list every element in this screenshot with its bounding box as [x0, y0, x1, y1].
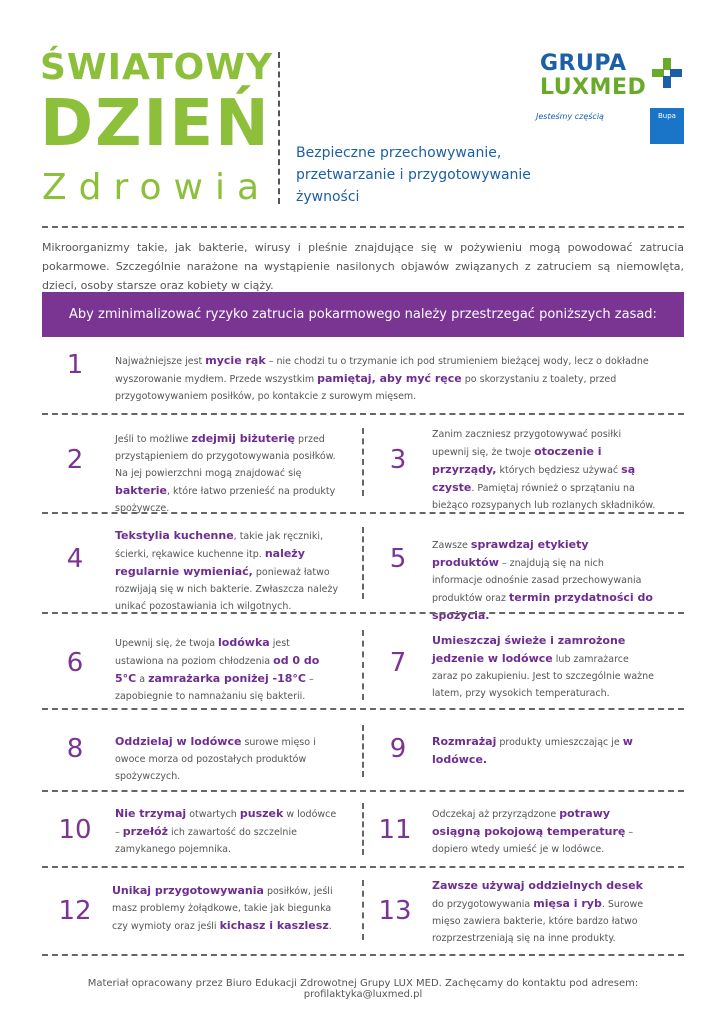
rule-8-text: Oddzielaj w lodówce surowe mięso i owoce morza od pozostałych produktów spożywczych.: [115, 735, 316, 782]
column-divider: [362, 630, 364, 700]
rule-7-text: Umieszczaj świeże i zamrożone jedzenie w lodówce lub zamrażarce zaraz po zakupieniu. Jest to szczególnie ważne latem, przy wysokich temperaturach.: [432, 634, 655, 699]
logo-line1: GRUPA: [540, 51, 627, 76]
rule-1-text: Najważniejsze jest mycie rąk – nie chodzi tu o trzymanie ich pod strumieniem bieżącej wody, lecz o dokładne wyszorowanie mydłem. Przede wszystkim pamiętaj, aby myć ręce po skorzystaniu z toalety, przed przygotowywaniem posiłków, po kontakcie z surowym mięsem.: [115, 354, 649, 402]
rule-9-text: Rozmrażaj produkty umieszczając je w lodówce.: [432, 735, 633, 766]
rule-5-text: Zawsze sprawdzaj etykiety produktów – znajdują się na nich informacje odnośnie zasad przechowywania produktów oraz termin przydatności do spożycia.: [432, 538, 653, 622]
divider: [42, 226, 684, 228]
divider: [42, 790, 684, 792]
divider: [42, 866, 684, 868]
rule-number: 6: [66, 648, 84, 678]
column-divider: [362, 428, 364, 496]
intro-text: Mikroorganizmy takie, jak bakterie, wirusy i pleśnie znajdujące się w pożywieniu mogą powodować zatrucia pokarmowe. Szczególnie narażone na wystąpienie nasilonych objawów związanych z zatruciem są niemowlęta, dzieci, osoby starsze oraz kobiety w ciąży.: [42, 241, 684, 292]
rule-number: 11: [378, 815, 412, 845]
column-divider: [362, 803, 364, 855]
divider: [42, 413, 684, 415]
rules-banner: Aby zminimalizować ryzyko zatrucia pokarmowego należy przestrzegać poniższych zasad:: [42, 292, 684, 337]
rule-12-text: Unikaj przygotowywania posiłków, jeśli masz problemy żołądkowe, takie jak biegunka czy wymioty oraz jeśli kichasz i kaszlesz.: [112, 884, 333, 932]
column-divider: [362, 725, 364, 777]
rule-number: 4: [66, 544, 84, 574]
rule-number: 1: [66, 350, 84, 380]
rule-11-text: Odczekaj aż przyrządzone potrawy osiągną pokojową temperaturę – dopiero wtedy umieść je w lodówce.: [432, 807, 634, 855]
footer: Materiał opracowany przez Biuro Edukacji Zdrowotnej Grupy LUX MED. Zachęcamy do kontaktu pod adresem: profilaktyka@luxmed.pl: [87, 978, 639, 1000]
logo-line2: LUXMED: [540, 75, 647, 100]
rule-number: 12: [58, 896, 92, 926]
rule-2-text: Jeśli to możliwe zdejmij biżuterię przed przystąpieniem do przygotowywania posiłków. Na jej powierzchni mogą znajdować się bakterie, które łatwo przenieść na produkty spożywcze.: [115, 432, 336, 514]
title-line3: Zdrowia: [42, 167, 272, 208]
divider: [42, 708, 684, 710]
divider: [42, 954, 684, 956]
rule-number: 8: [66, 734, 84, 764]
divider: [42, 612, 684, 614]
bupa-logo: Bupa: [650, 108, 684, 144]
title-line1: ŚWIATOWY: [40, 47, 274, 88]
rule-number: 3: [389, 445, 407, 475]
logo-tagline: Jesteśmy częścią: [536, 112, 604, 121]
rule-13-text: Zawsze używaj oddzielnych desek do przygotowywania mięsa i ryb. Surowe mięso zawiera bakterie, które bardzo łatwo rozprzestrzeniają się na inne produkty.: [432, 879, 644, 944]
rule-number: 5: [389, 544, 407, 574]
rule-number: 7: [389, 648, 407, 678]
rule-3-text: Zanim zaczniesz przygotowywać posiłki upewnij się, że twoje otoczenie i przyrządy, których będziesz używać są czyste. Pamiętaj również o sprzątaniu na bieżąco rozsypanych lub rozlanych składników.: [432, 429, 656, 511]
rule-number: 9: [389, 734, 407, 764]
divider: [42, 512, 684, 514]
column-divider: [362, 527, 364, 599]
luxmed-cross-icon: [650, 56, 684, 90]
rule-number: 10: [58, 815, 92, 845]
luxmed-logo: [536, 51, 690, 152]
column-divider: [362, 880, 364, 940]
title-line2: DZIEŃ: [40, 87, 271, 161]
rule-6-text: Upewnij się, że twoja lodówka jest ustawiona na poziom chłodzenia od 0 do 5°C a zamrażarka poniżej -18°C – zapobiegnie to namnażaniu się bakterii.: [115, 636, 320, 702]
rule-number: 13: [378, 896, 412, 926]
subtitle: Bezpieczne przechowywanie, przetwarzanie i przygotowywanie żywności: [296, 145, 531, 205]
rule-10-text: Nie trzymaj otwartych puszek w lodówce – przełóż ich zawartość do szczelnie zamykanego pojemnika.: [115, 807, 337, 855]
header-divider: [278, 52, 280, 204]
rule-4-text: Tekstylia kuchenne, takie jak ręczniki, ścierki, rękawice kuchenne itp. należy regularnie wymieniać, ponieważ łatwo rozwijają się w nich bakterie. Zwłaszcza należy unikać pozostawiania ich wilgotnych.: [115, 529, 339, 612]
rule-number: 2: [66, 445, 84, 475]
